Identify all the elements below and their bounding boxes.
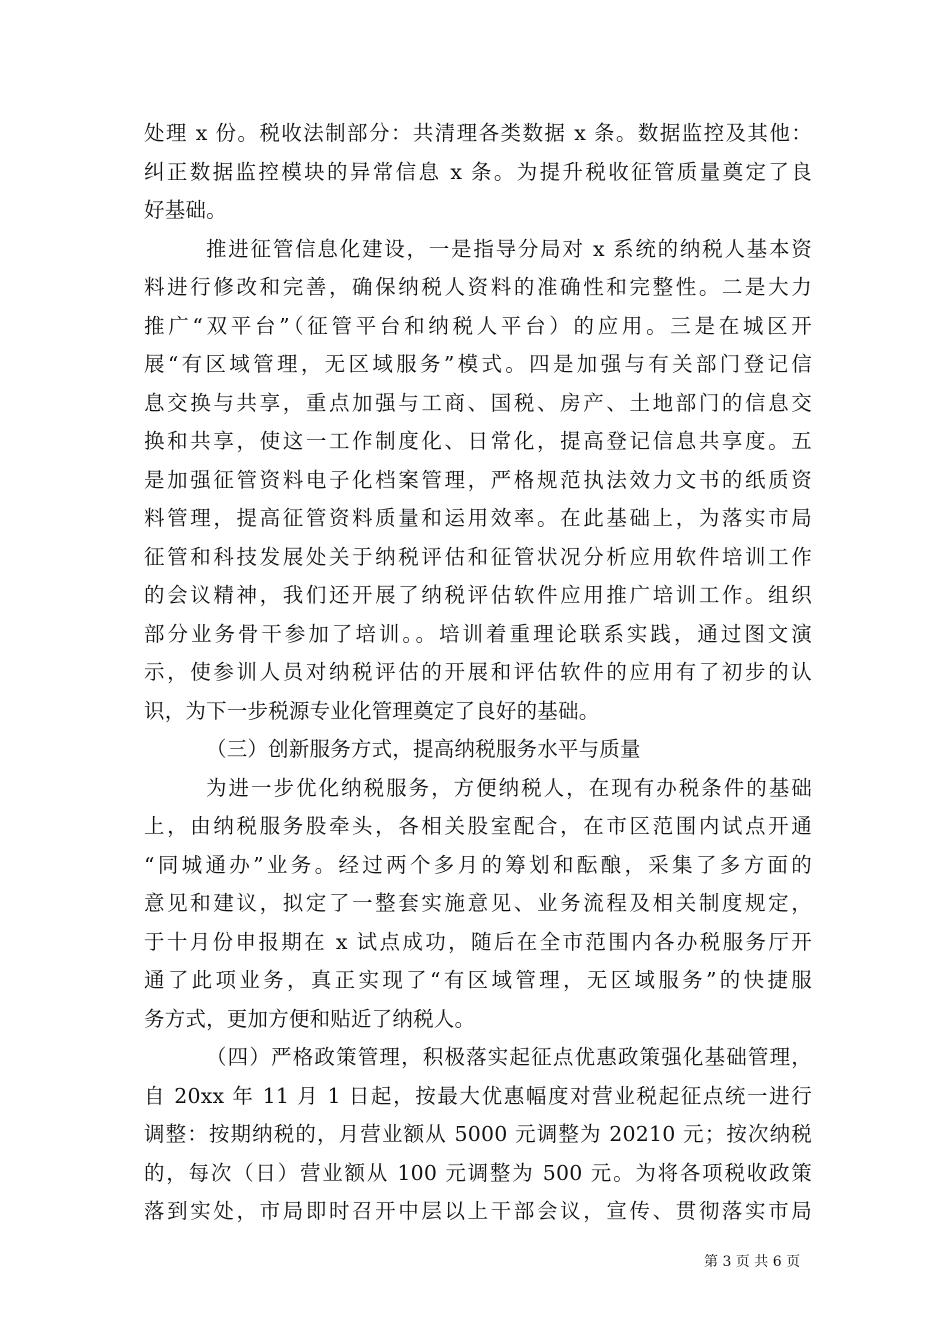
text-line: 落到实处，市局即时召开中层以上干部会议，宣传、贯彻落实市局 bbox=[144, 1199, 812, 1223]
text-line: 自 20xx 年 11 月 1 日起，按最大优惠幅度对营业税起征点统一进行 bbox=[144, 1083, 812, 1108]
text-line: 处理 x 份。税收法制部分：共清理各类数据 x 条。数据监控及其他： bbox=[144, 121, 812, 145]
text-line: 意见和建议，拟定了一整套实施意见、业务流程及相关制度规定， bbox=[144, 891, 812, 915]
text-line: 调整：按期纳税的，月营业额从 5000 元调整为 20210 元；按次纳税 bbox=[144, 1122, 812, 1146]
text-line: 务方式，更加方便和贴近了纳税人。 bbox=[144, 1006, 476, 1031]
text-line: 示，使参训人员对纳税评估的开展和评估软件的应用有了初步的认 bbox=[144, 660, 812, 684]
text-line: 换和共享，使这一工作制度化、日常化，提高登记信息共享度。五 bbox=[144, 429, 812, 453]
paragraph-first-line: 为进一步优化纳税服务，方便纳税人，在现有办税条件的基础 bbox=[206, 775, 812, 800]
text-line: 展“有区域管理，无区域服务”模式。四是加强与有关部门登记信 bbox=[144, 352, 812, 376]
text-line: 的，每次（日）营业额从 100 元调整为 500 元。为将各项税收政策 bbox=[144, 1160, 812, 1185]
section-heading: （三）创新服务方式，提高纳税服务水平与质量 bbox=[206, 737, 641, 761]
page-number: 第 3 页 共 6 页 bbox=[704, 1254, 801, 1270]
text-line: 上，由纳税服务股牵头，各相关股室配合，在市区范围内试点开通 bbox=[144, 814, 812, 838]
paragraph-first-line: 推进征管信息化建设，一是指导分局对 x 系统的纳税人基本资 bbox=[206, 236, 812, 261]
document-body bbox=[144, 114, 812, 1231]
text-line: 是加强征管资料电子化档案管理，严格规范执法效力文书的纸质资 bbox=[144, 467, 812, 492]
text-line: 识，为下一步税源专业化管理奠定了良好的基础。 bbox=[144, 698, 600, 723]
paragraph-first-line: （四）严格政策管理，积极落实起征点优惠政策强化基础管理， bbox=[206, 1045, 812, 1069]
text-line: 征管和科技发展处关于纳税评估和征管状况分析应用软件培训工作 bbox=[144, 544, 812, 569]
text-line: 纠正数据监控模块的异常信息 x 条。为提升税收征管质量奠定了良 bbox=[144, 159, 812, 184]
text-line: 息交换与共享，重点加强与工商、国税、房产、土地部门的信息交 bbox=[144, 390, 812, 415]
text-line: 推广“双平台”（征管平台和纳税人平台）的应用。三是在城区开 bbox=[144, 313, 812, 338]
text-line: 料管理，提高征管资料质量和运用效率。在此基础上，为落实市局 bbox=[144, 506, 812, 530]
text-line: 好基础。 bbox=[144, 198, 227, 222]
text-line: 的会议精神，我们还开展了纳税评估软件应用推广培训工作。组织 bbox=[144, 583, 812, 607]
text-line: 料进行修改和完善，确保纳税人资料的准确性和完整性。二是大力 bbox=[144, 275, 812, 299]
text-line: “同城通办”业务。经过两个多月的筹划和酝酿，采集了多方面的 bbox=[144, 852, 812, 877]
text-line: 通了此项业务，真正实现了“有区域管理，无区域服务”的快捷服 bbox=[144, 968, 812, 992]
text-line: 于十月份申报期在 x 试点成功，随后在全市范围内各办税服务厅开 bbox=[144, 929, 812, 954]
text-line: 部分业务骨干参加了培训。。培训着重理论联系实践，通过图文演 bbox=[144, 621, 812, 646]
